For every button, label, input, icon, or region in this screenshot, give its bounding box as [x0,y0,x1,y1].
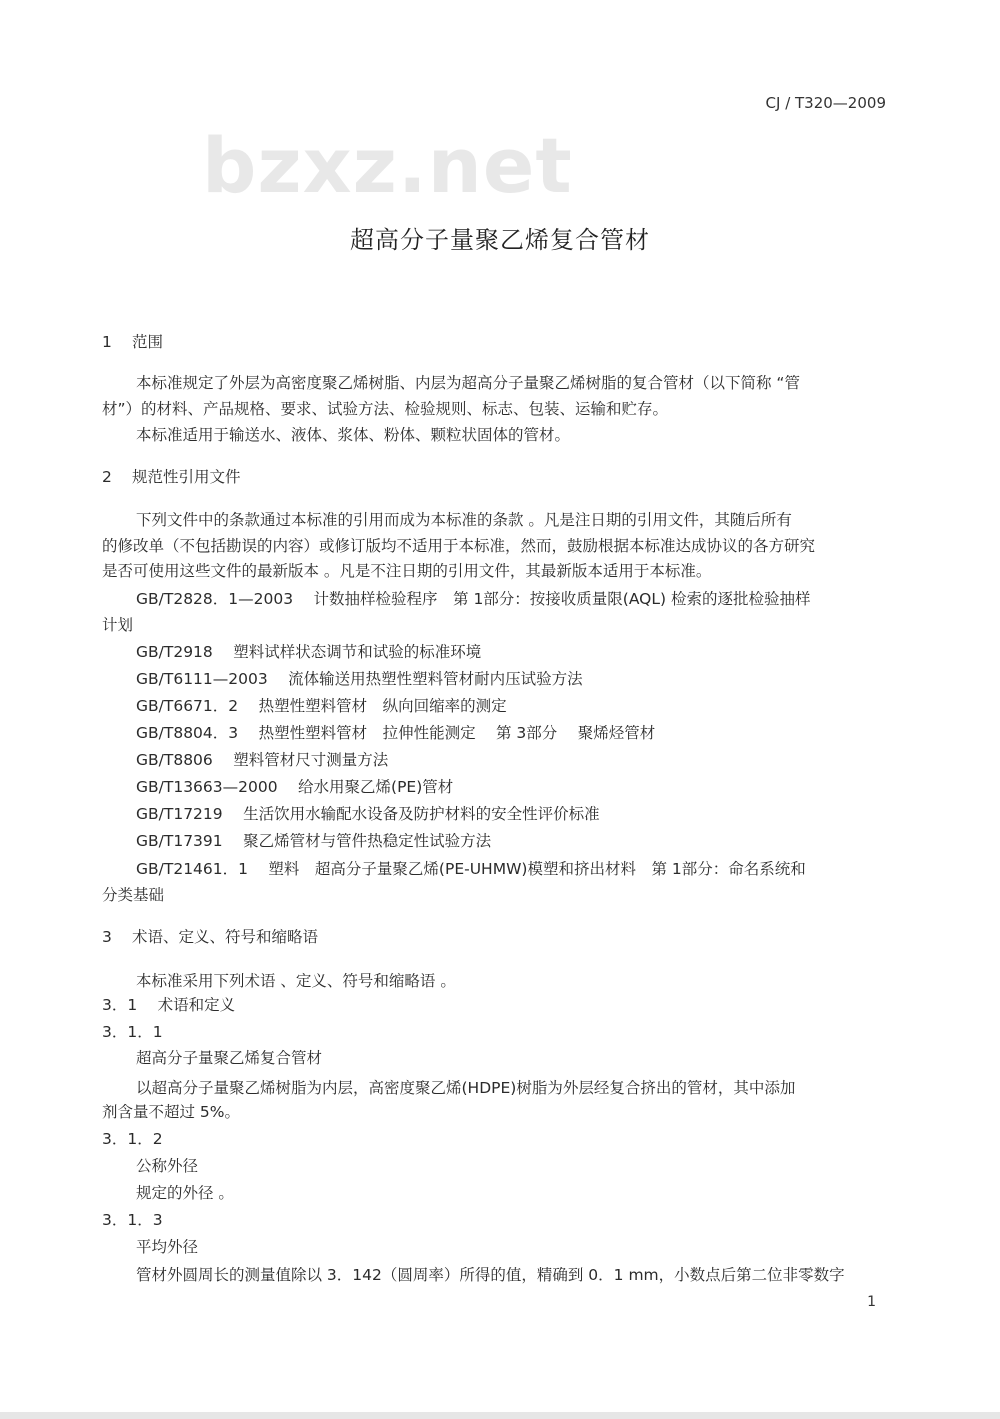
reference-item: GB/T2918 塑料试样状态调节和试验的标准环境 [136,643,482,661]
normative-intro-line: 是否可使用这些文件的最新版本 。凡是不注日期的引用文件，其最新版本适用于本标准。 [102,562,712,580]
reference-item: GB/T6111—2003 流体输送用热塑性塑料管材耐内压试验方法 [136,670,583,688]
page-bottom-edge [0,1412,1000,1419]
term-name: 公称外径 [136,1157,199,1175]
section-1-heading [102,332,163,352]
terms-intro: 本标准采用下列术语 、定义、符号和缩略语 。 [136,972,456,990]
reference-item: GB/T17391 聚乙烯管材与管件热稳定性试验方法 [136,832,492,850]
section-number: 2 [102,468,112,486]
reference-item: 分类基础 [102,886,165,904]
section-number: 1 [102,333,112,351]
term-name: 超高分子量聚乙烯复合管材 [136,1049,323,1067]
reference-item: GB/T21461．1 塑料 超高分子量聚乙烯(PE-UHMW)模塑和挤出材料 第 1部分：命名系统和 [136,860,806,878]
term-definition: 规定的外径 。 [136,1184,234,1202]
section-3-heading [102,927,318,947]
watermark: bzxz.net [202,121,573,210]
reference-item: GB/T2828．1—2003 计数抽样检验程序 第 1部分：按接收质量限(AQL) 检索的逐批检验抽样 [136,590,811,608]
term-definition: 管材外圆周长的测量值除以 3．142（圆周率）所得的值，精确到 0．1 mm，小数点后第二位非零数字 [136,1266,845,1284]
term-definition: 剂含量不超过 5%。 [102,1103,241,1121]
term-number: 3．1．2 [102,1130,163,1148]
reference-item: GB/T6671．2 热塑性塑料管材 纵向回缩率的测定 [136,697,507,715]
section-number: 3 [102,928,112,946]
reference-item: GB/T17219 生活饮用水输配水设备及防护材料的安全性评价标准 [136,805,600,823]
reference-item: 计划 [102,616,134,634]
reference-item: GB/T8806 塑料管材尺寸测量方法 [136,751,389,769]
section-title: 术语、定义、符号和缩略语 [132,928,319,946]
normative-intro-line: 下列文件中的条款通过本标准的引用而成为本标准的条款 。凡是注日期的引用文件，其随后所有 [136,511,792,529]
scope-paragraph-line: 本标准规定了外层为高密度聚乙烯树脂、内层为超高分子量聚乙烯树脂的复合管材（以下简称 “管 [136,374,800,392]
term-number: 3．1．3 [102,1211,163,1229]
reference-item: GB/T8804．3 热塑性塑料管材 拉伸性能测定 第 3部分 聚烯烃管材 [136,724,656,742]
term-number: 3．1．1 [102,1023,163,1041]
subsection-heading: 3．1 术语和定义 [102,996,236,1014]
section-2-heading [102,467,241,487]
standard-code: CJ / T320—2009 [765,94,886,112]
reference-item: GB/T13663—2000 给水用聚乙烯(PE)管材 [136,778,454,796]
section-title: 范围 [132,333,164,351]
normative-intro-line: 的修改单（不包括勘误的内容）或修订版均不适用于本标准，然而，鼓励根据本标准达成协议的各方研究 [102,537,816,555]
scope-paragraph-line: 材”）的材料、产品规格、要求、试验方法、检验规则、标志、包装、运输和贮存。 [102,400,669,418]
section-title: 规范性引用文件 [132,468,241,486]
term-definition: 以超高分子量聚乙烯树脂为内层，高密度聚乙烯(HDPE)树脂为外层经复合挤出的管材，其中添加 [136,1079,796,1097]
term-name: 平均外径 [136,1238,199,1256]
document-title: 超高分子量聚乙烯复合管材 [350,226,650,254]
page-number: 1 [867,1294,876,1310]
scope-paragraph-line: 本标准适用于输送水、液体、浆体、粉体、颗粒状固体的管材。 [136,426,571,444]
